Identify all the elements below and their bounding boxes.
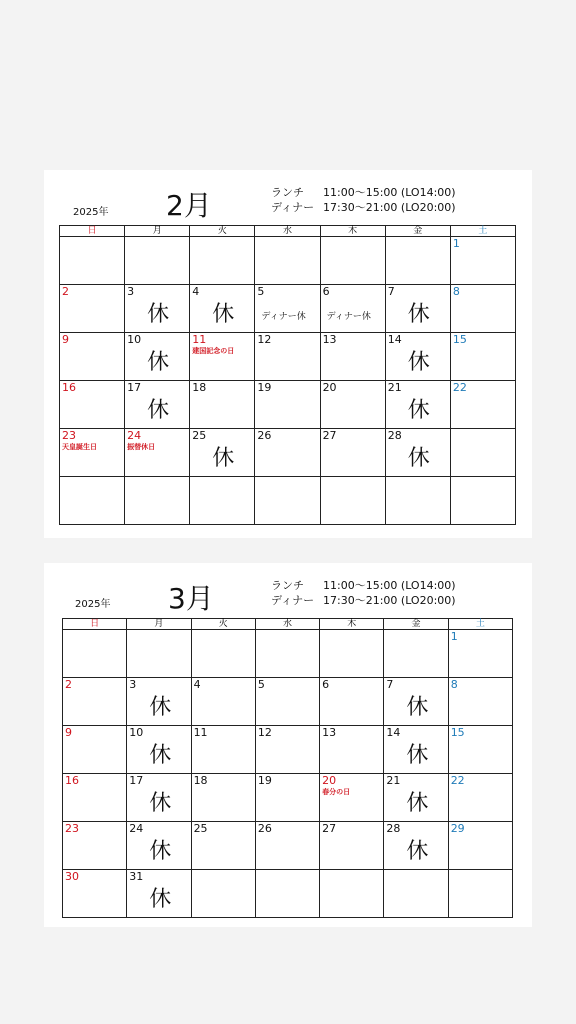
day-number: 18 [192, 381, 207, 394]
day-cell [191, 726, 255, 774]
day-number: 11 [193, 726, 208, 739]
closed-mark: 休 [149, 887, 172, 912]
closed-mark: 休 [212, 446, 235, 471]
day-cell [320, 726, 384, 774]
day-cell [450, 285, 515, 333]
day-cell [125, 285, 190, 333]
day-number: 24 [127, 429, 142, 442]
day-number: 27 [322, 822, 337, 835]
day-number: 16 [65, 774, 79, 787]
day-number: 21 [386, 774, 401, 787]
day-number: 6 [322, 285, 330, 298]
week-row [63, 870, 513, 918]
day-number: 5 [257, 678, 265, 691]
day-cell [190, 333, 255, 381]
day-cell [125, 477, 190, 525]
day-number: 13 [322, 333, 337, 346]
closed-mark: 休 [149, 743, 172, 768]
weekday-header: 水 [255, 619, 319, 630]
day-cell [63, 774, 127, 822]
day-cell [191, 870, 255, 918]
closed-mark: 休 [406, 743, 429, 768]
day-cell [448, 678, 512, 726]
closed-mark: 休 [406, 839, 429, 864]
closed-mark: 休 [149, 791, 172, 816]
day-cell [255, 237, 320, 285]
day-cell [450, 333, 515, 381]
calendar-grid [59, 225, 516, 525]
week-row [63, 630, 513, 678]
day-cell [191, 630, 255, 678]
day-number: 10 [129, 726, 144, 739]
day-cell [385, 381, 450, 429]
day-cell [320, 237, 385, 285]
day-cell [127, 774, 191, 822]
day-number: 28 [387, 429, 402, 442]
day-cell [127, 726, 191, 774]
day-cell [384, 726, 448, 774]
closed-mark: 休 [407, 398, 430, 423]
day-number: 16 [62, 381, 76, 394]
day-cell [255, 726, 319, 774]
day-number: 1 [452, 237, 460, 250]
day-cell [320, 285, 385, 333]
day-cell [190, 477, 255, 525]
day-cell [450, 429, 515, 477]
day-number: 24 [129, 822, 144, 835]
dinner-closed-note: ディナー休 [261, 312, 306, 322]
business-hours [271, 185, 456, 215]
day-cell [60, 333, 125, 381]
day-cell [60, 381, 125, 429]
day-cell [384, 822, 448, 870]
year-label: 2025年 [73, 207, 109, 218]
business-hours [271, 578, 456, 608]
lunch-time: 11:00～15:00 (LO14:00) [323, 579, 456, 592]
day-number: 1 [450, 630, 458, 643]
day-number: 6 [322, 678, 330, 691]
weekday-header: 土 [448, 619, 512, 630]
day-number: 29 [450, 822, 465, 835]
dinner-closed-note: ディナー休 [326, 312, 371, 322]
day-cell [191, 678, 255, 726]
closed-mark: 休 [147, 302, 170, 327]
day-cell [63, 870, 127, 918]
day-number: 20 [322, 381, 337, 394]
day-number: 2 [62, 285, 69, 298]
day-cell [385, 237, 450, 285]
week-row [60, 285, 516, 333]
day-number: 28 [386, 822, 401, 835]
day-cell [60, 429, 125, 477]
day-number: 3 [129, 678, 137, 691]
day-number: 4 [192, 285, 200, 298]
day-number: 22 [450, 774, 465, 787]
day-number: 23 [62, 429, 76, 442]
week-row [60, 237, 516, 285]
week-row [60, 429, 516, 477]
day-cell [255, 381, 320, 429]
day-cell [320, 870, 384, 918]
day-cell [127, 678, 191, 726]
closed-mark: 休 [407, 446, 430, 471]
closed-mark: 休 [406, 791, 429, 816]
day-cell [320, 822, 384, 870]
day-number: 10 [127, 333, 142, 346]
calendar-grid [62, 618, 513, 918]
closed-mark: 休 [406, 695, 429, 720]
day-number: 7 [387, 285, 395, 298]
day-cell [190, 285, 255, 333]
day-number: 27 [322, 429, 337, 442]
day-cell [448, 822, 512, 870]
weekday-header: 金 [384, 619, 448, 630]
day-cell [448, 630, 512, 678]
lunch-label: ランチ [271, 579, 304, 592]
dinner-label: ディナー [271, 201, 315, 214]
weekday-header: 日 [60, 226, 125, 237]
dinner-time: 17:30～21:00 (LO20:00) [323, 201, 456, 214]
dinner-label: ディナー [271, 594, 315, 607]
weekday-header: 火 [190, 226, 255, 237]
day-cell [448, 726, 512, 774]
calendar-card-february [44, 170, 532, 538]
day-number: 21 [387, 381, 402, 394]
lunch-label: ランチ [271, 186, 304, 199]
day-number: 14 [387, 333, 402, 346]
day-cell [255, 429, 320, 477]
day-cell [385, 429, 450, 477]
day-number: 12 [257, 333, 272, 346]
day-cell [60, 237, 125, 285]
holiday-label: 振替休日 [127, 443, 156, 451]
day-number: 14 [386, 726, 401, 739]
day-cell [450, 381, 515, 429]
day-number: 9 [62, 333, 69, 346]
weekday-header: 水 [255, 226, 320, 237]
day-number: 22 [452, 381, 467, 394]
day-cell [385, 477, 450, 525]
day-number: 12 [257, 726, 272, 739]
weekday-header: 月 [127, 619, 191, 630]
day-cell [320, 678, 384, 726]
day-number: 26 [257, 429, 272, 442]
week-row [60, 477, 516, 525]
day-cell [320, 333, 385, 381]
week-row [60, 333, 516, 381]
weekday-header: 金 [385, 226, 450, 237]
weekday-header: 火 [191, 619, 255, 630]
day-number: 18 [193, 774, 208, 787]
day-number: 25 [193, 822, 208, 835]
day-cell [125, 237, 190, 285]
weekday-header: 土 [450, 226, 515, 237]
day-number: 19 [257, 381, 272, 394]
day-number: 13 [322, 726, 337, 739]
day-cell [255, 870, 319, 918]
closed-mark: 休 [149, 695, 172, 720]
day-number: 17 [129, 774, 144, 787]
day-cell [63, 822, 127, 870]
day-cell [60, 285, 125, 333]
week-row [63, 678, 513, 726]
closed-mark: 休 [407, 350, 430, 375]
weekday-header-row [63, 619, 513, 630]
dinner-time: 17:30～21:00 (LO20:00) [323, 594, 456, 607]
day-number: 26 [257, 822, 272, 835]
day-number: 7 [386, 678, 394, 691]
day-cell [255, 630, 319, 678]
day-cell [320, 630, 384, 678]
closed-mark: 休 [407, 302, 430, 327]
day-number: 8 [450, 678, 458, 691]
day-cell [190, 381, 255, 429]
day-number: 31 [129, 870, 144, 883]
day-cell [125, 333, 190, 381]
day-cell [190, 429, 255, 477]
day-cell [385, 285, 450, 333]
day-cell [320, 429, 385, 477]
day-cell [190, 237, 255, 285]
weekday-header: 月 [125, 226, 190, 237]
day-cell [255, 477, 320, 525]
closed-mark: 休 [212, 302, 235, 327]
day-cell [125, 429, 190, 477]
day-cell [448, 870, 512, 918]
day-cell [63, 678, 127, 726]
day-number: 30 [65, 870, 79, 883]
week-row [63, 774, 513, 822]
day-cell [60, 477, 125, 525]
day-cell [63, 630, 127, 678]
day-number: 2 [65, 678, 72, 691]
day-number: 9 [65, 726, 72, 739]
lunch-time: 11:00～15:00 (LO14:00) [323, 186, 456, 199]
day-cell [127, 822, 191, 870]
day-number: 3 [127, 285, 135, 298]
month-title: 2月 [166, 189, 212, 222]
day-cell [63, 726, 127, 774]
day-cell [384, 630, 448, 678]
closed-mark: 休 [147, 350, 170, 375]
holiday-label: 天皇誕生日 [62, 443, 97, 451]
day-number: 20 [322, 774, 337, 787]
week-row [60, 381, 516, 429]
day-number: 25 [192, 429, 207, 442]
calendar-card-march [44, 563, 532, 927]
closed-mark: 休 [147, 398, 170, 423]
holiday-label: 建国記念の日 [192, 347, 235, 355]
day-cell [384, 678, 448, 726]
day-cell [191, 822, 255, 870]
day-number: 19 [257, 774, 272, 787]
day-cell [320, 774, 384, 822]
holiday-label: 春分の日 [322, 788, 351, 796]
day-cell [125, 381, 190, 429]
day-number: 5 [257, 285, 265, 298]
day-number: 8 [452, 285, 460, 298]
day-number: 15 [452, 333, 467, 346]
day-cell [450, 237, 515, 285]
weekday-header: 日 [63, 619, 127, 630]
weekday-header-row [60, 226, 516, 237]
day-cell [127, 870, 191, 918]
day-cell [384, 774, 448, 822]
week-row [63, 822, 513, 870]
day-cell [255, 678, 319, 726]
day-cell [255, 822, 319, 870]
day-cell [384, 870, 448, 918]
day-cell [320, 381, 385, 429]
day-number: 4 [193, 678, 201, 691]
day-cell [255, 285, 320, 333]
closed-mark: 休 [149, 839, 172, 864]
day-cell [127, 630, 191, 678]
day-cell [255, 333, 320, 381]
day-cell [450, 477, 515, 525]
day-cell [385, 333, 450, 381]
week-row [63, 726, 513, 774]
day-number: 11 [192, 333, 207, 346]
day-cell [320, 477, 385, 525]
day-number: 23 [65, 822, 79, 835]
year-label: 2025年 [75, 599, 111, 610]
weekday-header: 木 [320, 619, 384, 630]
day-cell [255, 774, 319, 822]
month-title: 3月 [168, 582, 214, 615]
day-number: 15 [450, 726, 465, 739]
day-cell [191, 774, 255, 822]
weekday-header: 木 [320, 226, 385, 237]
day-number: 17 [127, 381, 142, 394]
day-cell [448, 774, 512, 822]
